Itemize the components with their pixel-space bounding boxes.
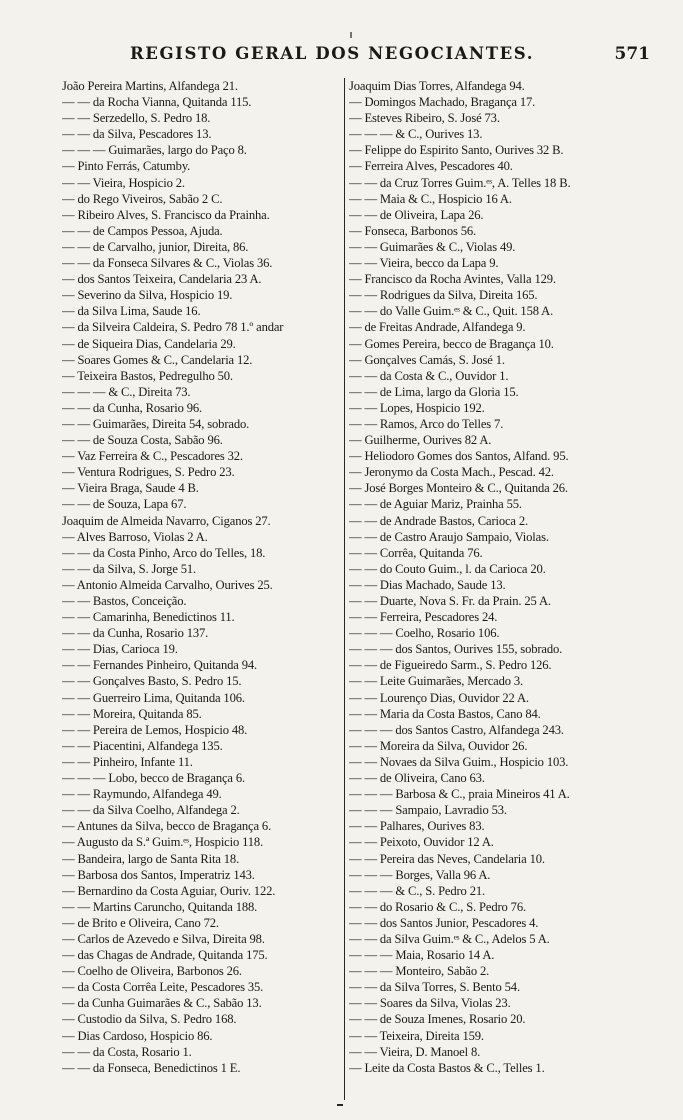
- register-entry: — — da Costa & C., Ouvidor 1.: [349, 368, 509, 383]
- register-entry: — — Moreira da Silva, Ouvidor 26.: [349, 738, 528, 753]
- register-entry: — — do Valle Guim.ᵉˢ & C., Quit. 158 A.: [349, 304, 554, 319]
- register-entry: — Leite da Costa Bastos & C., Telles 1.: [349, 1060, 545, 1075]
- register-entry: — — Palhares, Ourives 83.: [349, 819, 485, 834]
- register-entry: — Barbosa dos Santos, Imperatriz 143.: [62, 867, 255, 882]
- register-entry: — — Camarinha, Benedictinos 11.: [62, 610, 235, 625]
- register-entry: — Pinto Ferrás, Catumby.: [62, 159, 191, 174]
- register-entry: — Guilherme, Ourives 82 A.: [349, 433, 492, 448]
- page-number: 571: [614, 44, 650, 64]
- right-column: [349, 78, 669, 1076]
- register-entry: — — Lopes, Hospicio 192.: [349, 400, 485, 415]
- register-entry: — — — & C., Direita 73.: [62, 384, 191, 399]
- register-entry: — — da Cunha, Rosario 96.: [62, 400, 203, 415]
- register-entry: — — de Lima, largo da Gloria 15.: [349, 384, 519, 399]
- register-entry: — Alves Barroso, Violas 2 A.: [62, 529, 208, 544]
- register-entry: — dos Santos Teixeira, Candelaria 23 A.: [62, 272, 262, 287]
- register-entry: — — do Rosario & C., S. Pedro 76.: [349, 899, 526, 914]
- register-entry: — Soares Gomes & C., Candelaria 12.: [62, 352, 253, 367]
- register-entry: — — da Cruz Torres Guim.ᵉˢ, A. Telles 18 B.: [349, 175, 571, 190]
- left-column: [62, 78, 398, 1076]
- register-entry: — — de Souza, Lapa 67.: [62, 497, 187, 512]
- register-entry: — Bandeira, largo de Santa Rita 18.: [62, 851, 240, 866]
- register-entry: — — da Silva Guim.ᵉˢ & C., Adelos 5 A.: [349, 931, 550, 946]
- register-entry: — Ribeiro Alves, S. Francisco da Prainha.: [62, 207, 270, 222]
- register-entry: — — Vieira, Hospicio 2.: [62, 175, 185, 190]
- register-entry: — — Martins Caruncho, Quitanda 188.: [62, 899, 258, 914]
- register-entry: — — — Sampaio, Lavradio 53.: [349, 803, 507, 818]
- register-entry: — Custodio da Silva, S. Pedro 168.: [62, 1012, 237, 1027]
- register-entry: Joaquim de Almeida Navarro, Ciganos 27.: [62, 513, 271, 528]
- register-entry: — do Rego Viveiros, Sabão 2 C.: [62, 191, 223, 206]
- register-entry: — — Raymundo, Alfandega 49.: [62, 787, 222, 802]
- page-header: [130, 44, 650, 70]
- register-entry: — — — & C., S. Pedro 21.: [349, 883, 485, 898]
- register-entry: — — da Silva Torres, S. Bento 54.: [349, 980, 520, 995]
- register-entry: — Ferreira Alves, Pescadores 40.: [349, 159, 513, 174]
- register-entry: — Heliodoro Gomes dos Santos, Alfand. 95.: [349, 449, 569, 464]
- running-title: REGISTO GERAL DOS NEGOCIANTES.: [130, 44, 535, 63]
- register-entry: — — de Souza Imenes, Rosario 20.: [349, 1012, 526, 1027]
- register-entry: — — de Campos Pessoa, Ajuda.: [62, 223, 223, 238]
- register-entry: — Dias Cardoso, Hospicio 86.: [62, 1028, 213, 1043]
- register-entry: — — dos Santos Junior, Pescadores 4.: [349, 915, 539, 930]
- register-entry: — — — Coelho, Rosario 106.: [349, 626, 500, 641]
- register-entry: — Ventura Rodrigues, S. Pedro 23.: [62, 465, 235, 480]
- register-entry: — — Pereira de Lemos, Hospicio 48.: [62, 722, 248, 737]
- footer-mark: [337, 1104, 343, 1106]
- register-entry: — Carlos de Azevedo e Silva, Direita 98.: [62, 931, 265, 946]
- register-entry: — — da Costa Pinho, Arco do Telles, 18.: [62, 545, 266, 560]
- register-entry: — — — Barbosa & C., praia Mineiros 41 A.: [349, 787, 570, 802]
- register-entry: — Severino da Silva, Hospicio 19.: [62, 288, 233, 303]
- register-entry: — — Moreira, Quitanda 85.: [62, 706, 202, 721]
- register-entry: — — Teixeira, Direita 159.: [349, 1028, 484, 1043]
- register-entry: — Fonseca, Barbonos 56.: [349, 223, 477, 238]
- register-entry: — — de Figueiredo Sarm., S. Pedro 126.: [349, 658, 552, 673]
- register-entry: — Coelho de Oliveira, Barbonos 26.: [62, 964, 242, 979]
- register-entry: — — de Carvalho, junior, Direita, 86.: [62, 239, 249, 254]
- register-entry: — Bernardino da Costa Aguiar, Ouriv. 122.: [62, 883, 276, 898]
- register-entry: — Felippe do Espirito Santo, Ourives 32 B.: [349, 143, 564, 158]
- register-entry: — — Corrêa, Quitanda 76.: [349, 545, 483, 560]
- register-entry: — — Guimarães, Direita 54, sobrado.: [62, 416, 250, 431]
- register-entry: — — Peixoto, Ouvidor 12 A.: [349, 835, 494, 850]
- register-entry: — — Maria da Costa Bastos, Cano 84.: [349, 706, 541, 721]
- register-entry: — — Duarte, Nova S. Fr. da Prain. 25 A.: [349, 594, 551, 608]
- register-entry: — — Vieira, D. Manoel 8.: [349, 1044, 481, 1059]
- register-entry: — — Ramos, Arco do Telles 7.: [349, 416, 504, 431]
- register-entry: João Pereira Martins, Alfandega 21.: [62, 79, 238, 93]
- register-entry: — Antunes da Silva, becco de Bragança 6.: [62, 819, 272, 834]
- ink-mark: [350, 32, 352, 38]
- register-entry: — — de Andrade Bastos, Carioca 2.: [349, 513, 529, 528]
- register-entry: — — Novaes da Silva Guim., Hospicio 103.: [349, 754, 569, 769]
- register-entry: — — do Couto Guim., l. da Carioca 20.: [349, 561, 546, 576]
- register-entry: — — da Cunha, Rosario 137.: [62, 626, 209, 641]
- register-entry: — — Serzedello, S. Pedro 18.: [62, 111, 211, 126]
- register-entry: — — Vieira, becco da Lapa 9.: [349, 256, 499, 271]
- register-entry: — de Freitas Andrade, Alfandega 9.: [349, 320, 526, 335]
- register-entry: — — — Lobo, becco de Bragança 6.: [62, 771, 245, 786]
- register-entry: — Gonçalves Camás, S. José 1.: [349, 352, 505, 367]
- register-entry: — — Guimarães & C., Violas 49.: [349, 239, 516, 254]
- register-entry: — — Piacentini, Alfandega 135.: [62, 738, 223, 753]
- register-entry: — das Chagas de Andrade, Quitanda 175.: [62, 948, 268, 963]
- register-entry: — — — & C., Ourives 13.: [349, 127, 483, 142]
- register-entry: — José Borges Monteiro & C., Quitanda 26.: [349, 481, 568, 496]
- register-entry: — — Dias, Carioca 19.: [62, 642, 178, 657]
- register-entry: — — da Costa, Rosario 1.: [62, 1044, 192, 1059]
- register-entry: — — da Fonseca Silvares & C., Violas 36.: [62, 256, 273, 271]
- register-entry: — Esteves Ribeiro, S. José 73.: [349, 111, 500, 126]
- register-entry: — — Fernandes Pinheiro, Quitanda 94.: [62, 658, 258, 673]
- register-entry: — — Pereira das Neves, Candelaria 10.: [349, 851, 545, 866]
- register-entry: — da Silva Lima, Saude 16.: [62, 304, 201, 319]
- register-entry: — — — Maia, Rosario 14 A.: [349, 948, 495, 963]
- register-entry: — — — dos Santos Castro, Alfandega 243.: [349, 722, 564, 737]
- register-entry: — Teixeira Bastos, Pedregulho 50.: [62, 368, 233, 383]
- register-entry: — — Ferreira, Pescadores 24.: [349, 610, 498, 625]
- register-entry: — de Siqueira Dias, Candelaria 29.: [62, 336, 236, 351]
- register-entry: — Antonio Almeida Carvalho, Ourives 25.: [62, 577, 273, 592]
- register-entry: — — Pinheiro, Infante 11.: [62, 754, 193, 769]
- register-entry: — — de Oliveira, Lapa 26.: [349, 207, 484, 222]
- register-entry: — Vieira Braga, Saude 4 B.: [62, 481, 199, 496]
- register-entry: — Augusto da S.ª Guim.ᵉˢ, Hospicio 118.: [62, 835, 264, 850]
- register-entry: — — de Aguiar Mariz, Prainha 55.: [349, 497, 522, 512]
- register-entry: — — — Guimarães, largo do Paço 8.: [62, 143, 247, 158]
- register-entry: — — Bastos, Conceição.: [62, 594, 187, 608]
- register-entry: — — da Silva, Pescadores 13.: [62, 127, 212, 142]
- register-entry: — — da Rocha Vianna, Quitanda 115.: [62, 95, 252, 110]
- register-entry: — — Rodrigues da Silva, Direita 165.: [349, 288, 538, 303]
- register-entry: — da Costa Corrêa Leite, Pescadores 35.: [62, 980, 264, 995]
- register-entry: — — — Monteiro, Sabão 2.: [349, 964, 490, 979]
- register-entry: — da Cunha Guimarães & C., Sabão 13.: [62, 996, 262, 1011]
- register-entry: — — de Castro Araujo Sampaio, Violas.: [349, 529, 549, 544]
- register-entry: — Jeronymo da Costa Mach., Pescad. 42.: [349, 465, 554, 480]
- register-entry: — — Gonçalves Basto, S. Pedro 15.: [62, 674, 242, 689]
- register-entry: — — da Silva Coelho, Alfandega 2.: [62, 803, 240, 818]
- register-entry: — de Brito e Oliveira, Cano 72.: [62, 915, 219, 930]
- register-entry: — — de Souza Costa, Sabão 96.: [62, 433, 223, 448]
- column-divider: [344, 78, 345, 1100]
- register-entry: — Vaz Ferreira & C., Pescadores 32.: [62, 449, 243, 464]
- register-entry: — — Guerreiro Lima, Quitanda 106.: [62, 690, 245, 705]
- register-entry: — da Silveira Caldeira, S. Pedro 78 1.º andar: [62, 320, 284, 335]
- register-entry: — — Lourenço Dias, Ouvidor 22 A.: [349, 690, 529, 705]
- register-entry: — — da Fonseca, Benedictinos 1 E.: [62, 1060, 241, 1075]
- register-entry: — — Soares da Silva, Violas 23.: [349, 996, 511, 1011]
- register-entry: — — da Silva, S. Jorge 51.: [62, 561, 197, 576]
- register-entry: — — — dos Santos, Ourives 155, sobrado.: [349, 642, 563, 657]
- register-entry: — — — Borges, Valla 96 A.: [349, 867, 491, 882]
- register-entry: — — de Oliveira, Cano 63.: [349, 771, 485, 786]
- register-entry: — Francisco da Rocha Avintes, Valla 129.: [349, 272, 556, 287]
- register-entry: Joaquim Dias Torres, Alfandega 94.: [349, 79, 525, 93]
- register-entry: — — Maia & C., Hospicio 16 A.: [349, 191, 512, 206]
- register-entry: — Gomes Pereira, becco de Bragança 10.: [349, 336, 554, 351]
- register-entry: — — Dias Machado, Saude 13.: [349, 577, 506, 592]
- register-entry: — Domingos Machado, Bragança 17.: [349, 95, 536, 110]
- register-entry: — — Leite Guimarães, Mercado 3.: [349, 674, 524, 689]
